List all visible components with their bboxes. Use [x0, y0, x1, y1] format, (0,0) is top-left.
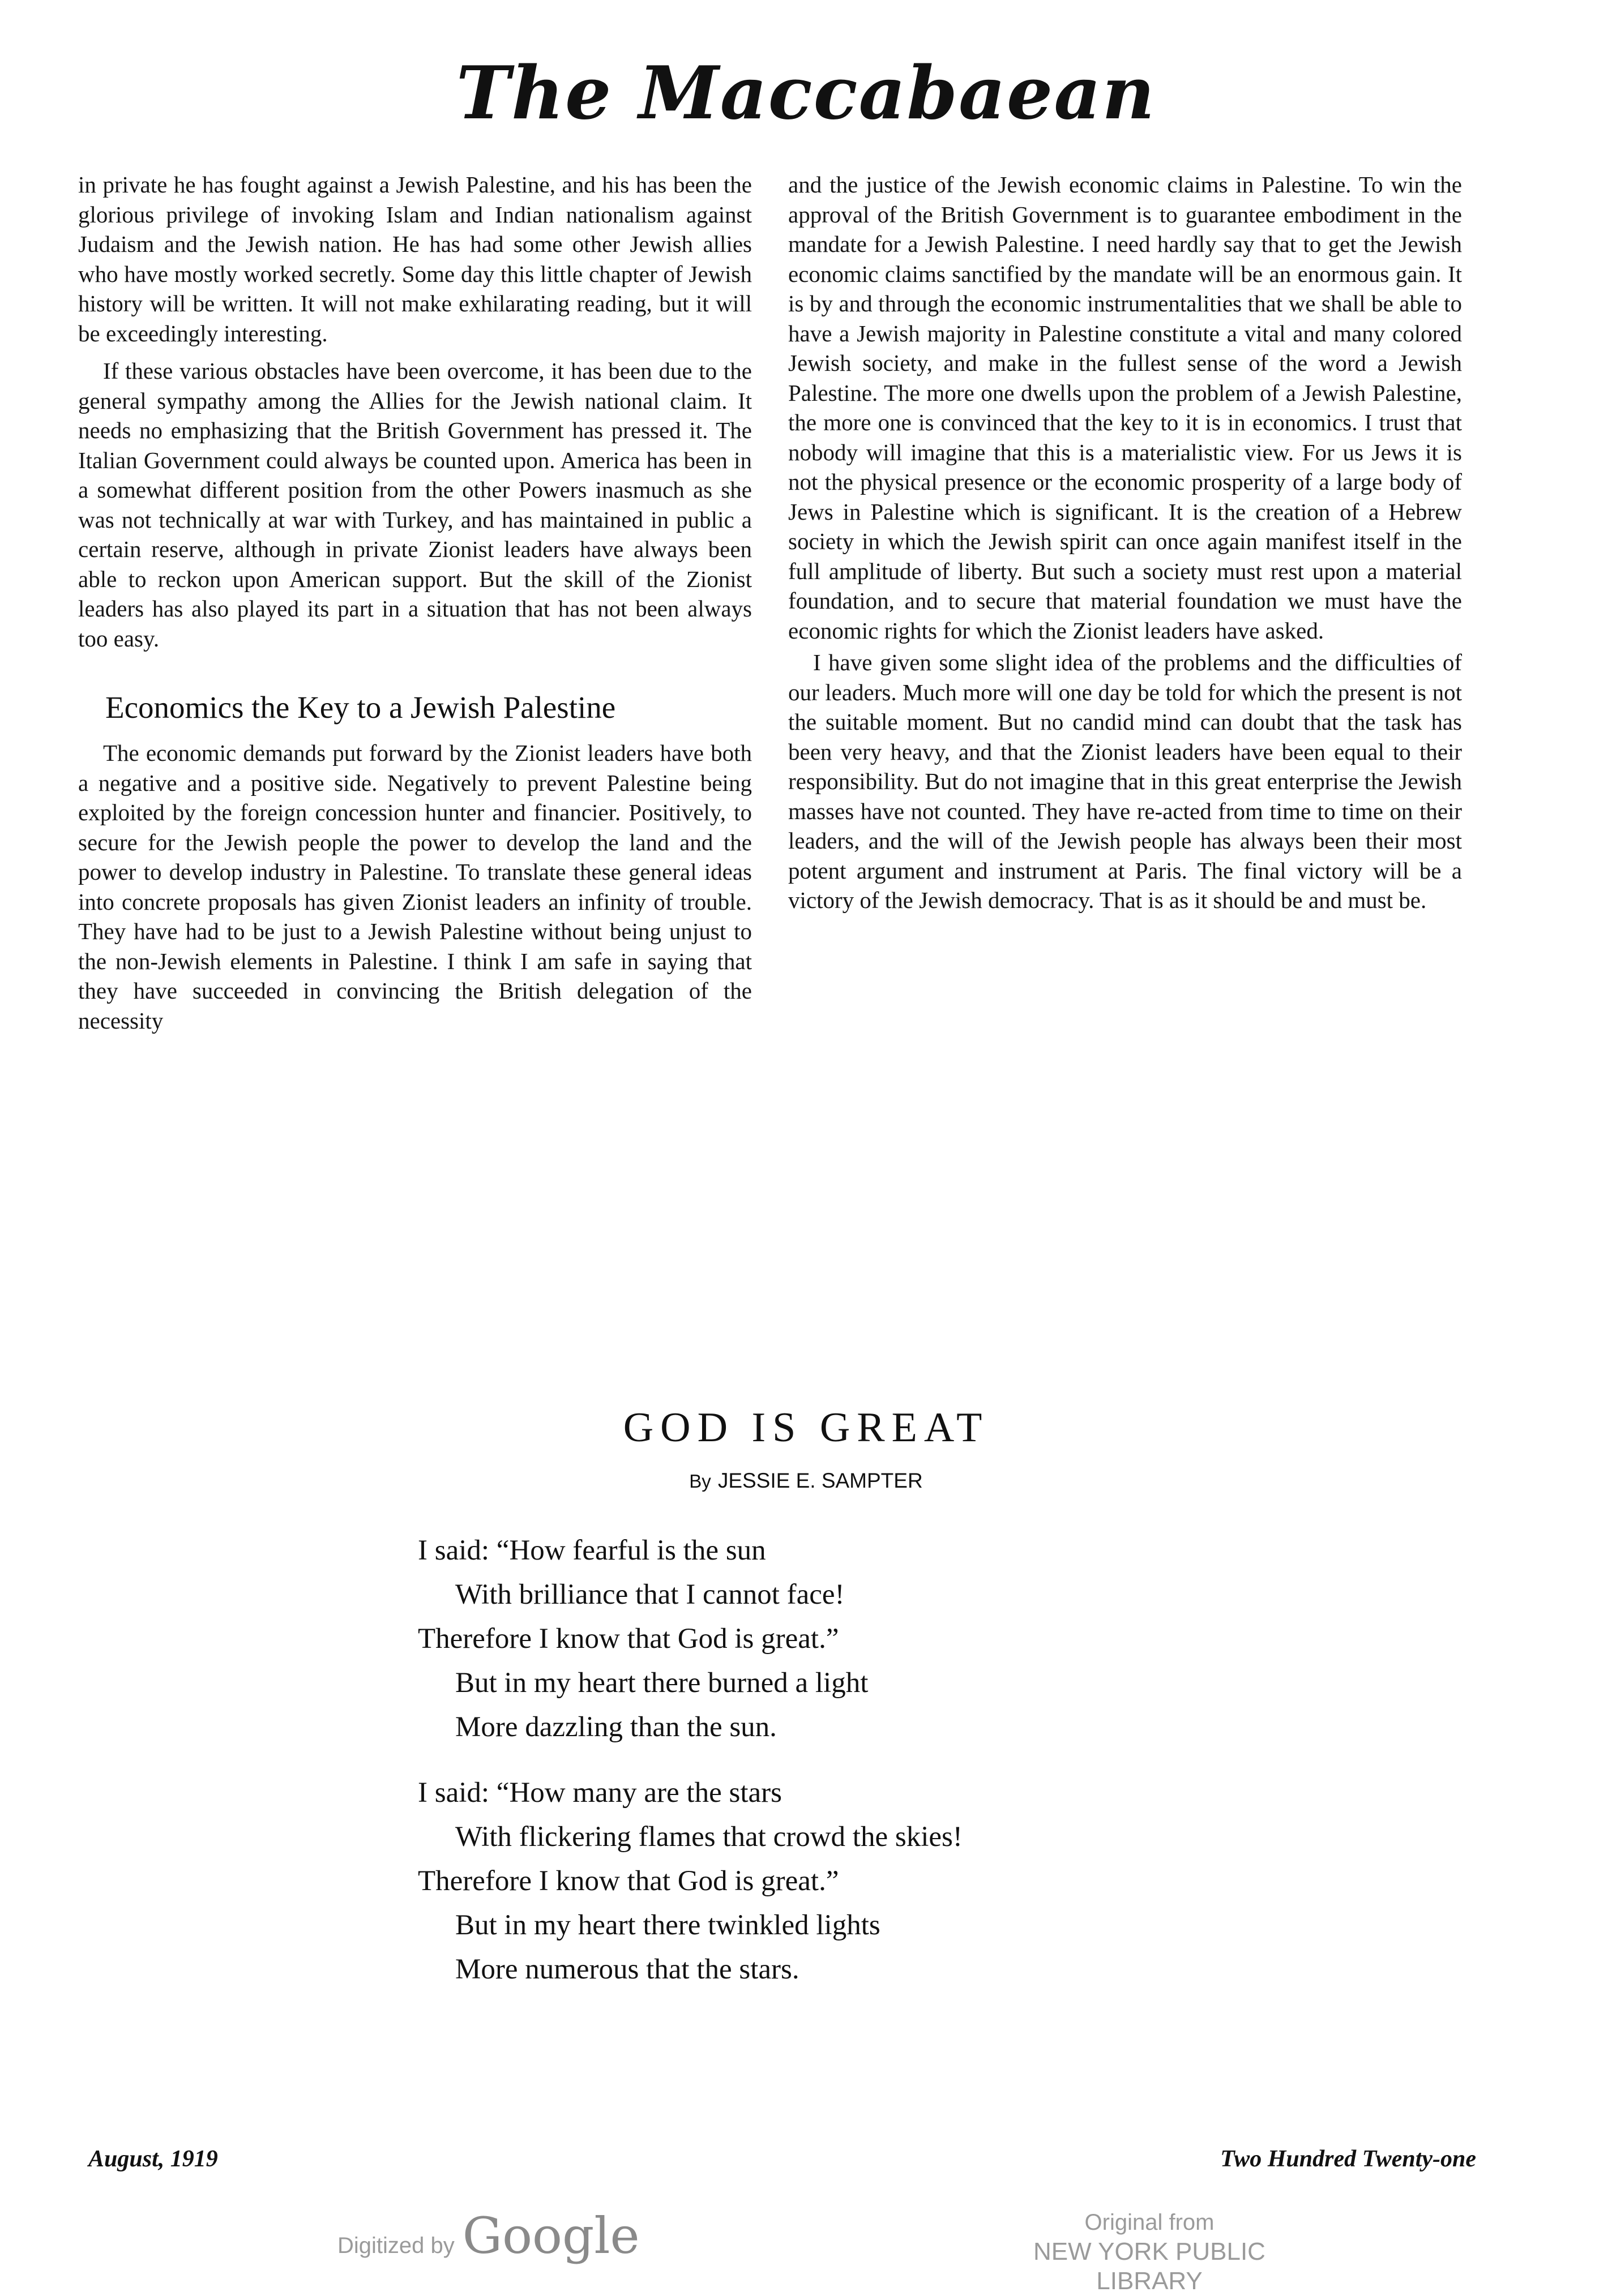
paragraph: in private he has fought against a Jewish Palestine, and his has been the glorious privilege of invoking Islam and Indian nationalism against Judaism and the Jewish nation. He has had some other Jewish allies who have mostly worked secretly. Some day this little chapter of Jewish history will be written. It will not make exhilarating reading, but it will be exceedingly interesting.	[78, 172, 752, 346]
footer-date: August, 1919	[88, 2146, 218, 2172]
poem-line: With brilliance that I cannot face!	[455, 1579, 845, 1610]
poem-line: More dazzling than the sun.	[455, 1711, 777, 1743]
poem-line: With flickering flames that crowd the skies!	[455, 1821, 963, 1853]
digitized-by-watermark	[337, 2207, 640, 2265]
poem-line: Therefore I know that God is great.”	[418, 1865, 839, 1897]
poem-byline	[0, 1469, 1612, 1493]
google-logo: Google	[462, 2207, 640, 2265]
poem-body	[418, 1528, 1267, 2013]
library-name: NEW YORK PUBLIC LIBRARY	[1033, 2238, 1265, 2295]
poem-line: Therefore I know that God is great.”	[418, 1623, 839, 1655]
poem-line: More numerous that the stars.	[455, 1954, 799, 1985]
masthead-title: The Maccabaean	[456, 51, 1156, 136]
byline-by: By	[689, 1471, 711, 1492]
original-from-label: Original from	[1084, 2210, 1215, 2235]
section-heading: Economics the Key to a Jewish Palestine	[105, 690, 616, 725]
source-library-watermark	[980, 2208, 1319, 2296]
digitized-by-label: Digitized by	[337, 2233, 455, 2258]
poem-stanza	[418, 1528, 1267, 1749]
paragraph: I have given some slight idea of the problems and the difficulties of our leaders. Much more will one day be told for which the present is not the suitable moment. But no candid mind can doubt that the task has been very heavy, and that the Zionist leaders have been equal to their responsibility. But do not imagine that in this great enterprise the Jewish masses have not counted. They have re-acted from time to time on their leaders, and the will of the Jewish people has always been their most potent argument and instrument at Paris. The final victory will be a victory of the Jewish democracy. That is as it should be and must be.	[788, 649, 1462, 913]
poem-line: But in my heart there burned a light	[455, 1667, 869, 1699]
poem-line: But in my heart there twinkled lights	[455, 1909, 880, 1941]
paragraph: If these various obstacles have been overcome, it has been due to the general sympathy among the Allies for the Jewish national claim. It needs no emphasizing that the British Government has pressed it. The Italian Government could always be counted upon. America has been in a somewhat different position from the other Powers inasmuch as she was not technically at war with Turkey, and has maintained in public a certain reserve, although in private Zionist leaders have always been able to reckon upon American support. But the skill of the Zionist leaders has also played its part in a situation that has not been always too easy.	[78, 358, 752, 652]
paragraph: and the justice of the Jewish economic claims in Palestine. To win the approval of the British Government is to guarantee embodiment in the mandate for a Jewish Palestine. I need hardly say that to get the Jewish economic claims sanctified by the mandate will be an enormous gain. It is by and through the economic instrumentalities that we shall be able to have a Jewish majority in Palestine constitute a vital and many colored Jewish society, and make in the fullest sense of the word a Jewish Palestine. The more one dwells upon the problem of a Jewish Palestine, the more one is convinced that the key to it is in economics. I trust that nobody will imagine that this is a materialistic view. For us Jews it is not the physical presence or the economic prosperity of a large body of Jews in Palestine which is significant. It is the creation of a Hebrew society in which the Jewish spirit can once again manifest itself in the full amplitude of liberty. But such a society must rest upon a material foundation, and to secure that material foundation we must have the economic rights for which the Zionist leaders have asked.	[788, 172, 1462, 644]
poem-stanza	[418, 1771, 1267, 1991]
right-column	[788, 170, 1462, 915]
paragraph: The economic demands put forward by the Zionist leaders have both a negative and a positive side. Negatively to prevent Palestine being exploited by the foreign concession hunter and financier. Positively, to secure for the Jewish people the power to develop the land and the power to develop industry in Palestine. To translate these general ideas into concrete proposals has given Zionist leaders an infinity of trouble. They have had to be just to a Jewish Palestine without being unjust to the non-Jewish elements in Palestine. I think I am safe in saying that they have succeeded in convincing the British delegation of the necessity	[78, 740, 752, 1034]
poem-line: I said: “How many are the stars	[418, 1777, 782, 1809]
left-column	[78, 170, 752, 1035]
footer-page-number: Two Hundred Twenty-one	[1220, 2146, 1476, 2172]
poem-title: GOD IS GREAT	[623, 1404, 989, 1451]
poem-line: I said: “How fearful is the sun	[418, 1535, 766, 1566]
poem-author: JESSIE E. SAMPTER	[717, 1469, 923, 1492]
